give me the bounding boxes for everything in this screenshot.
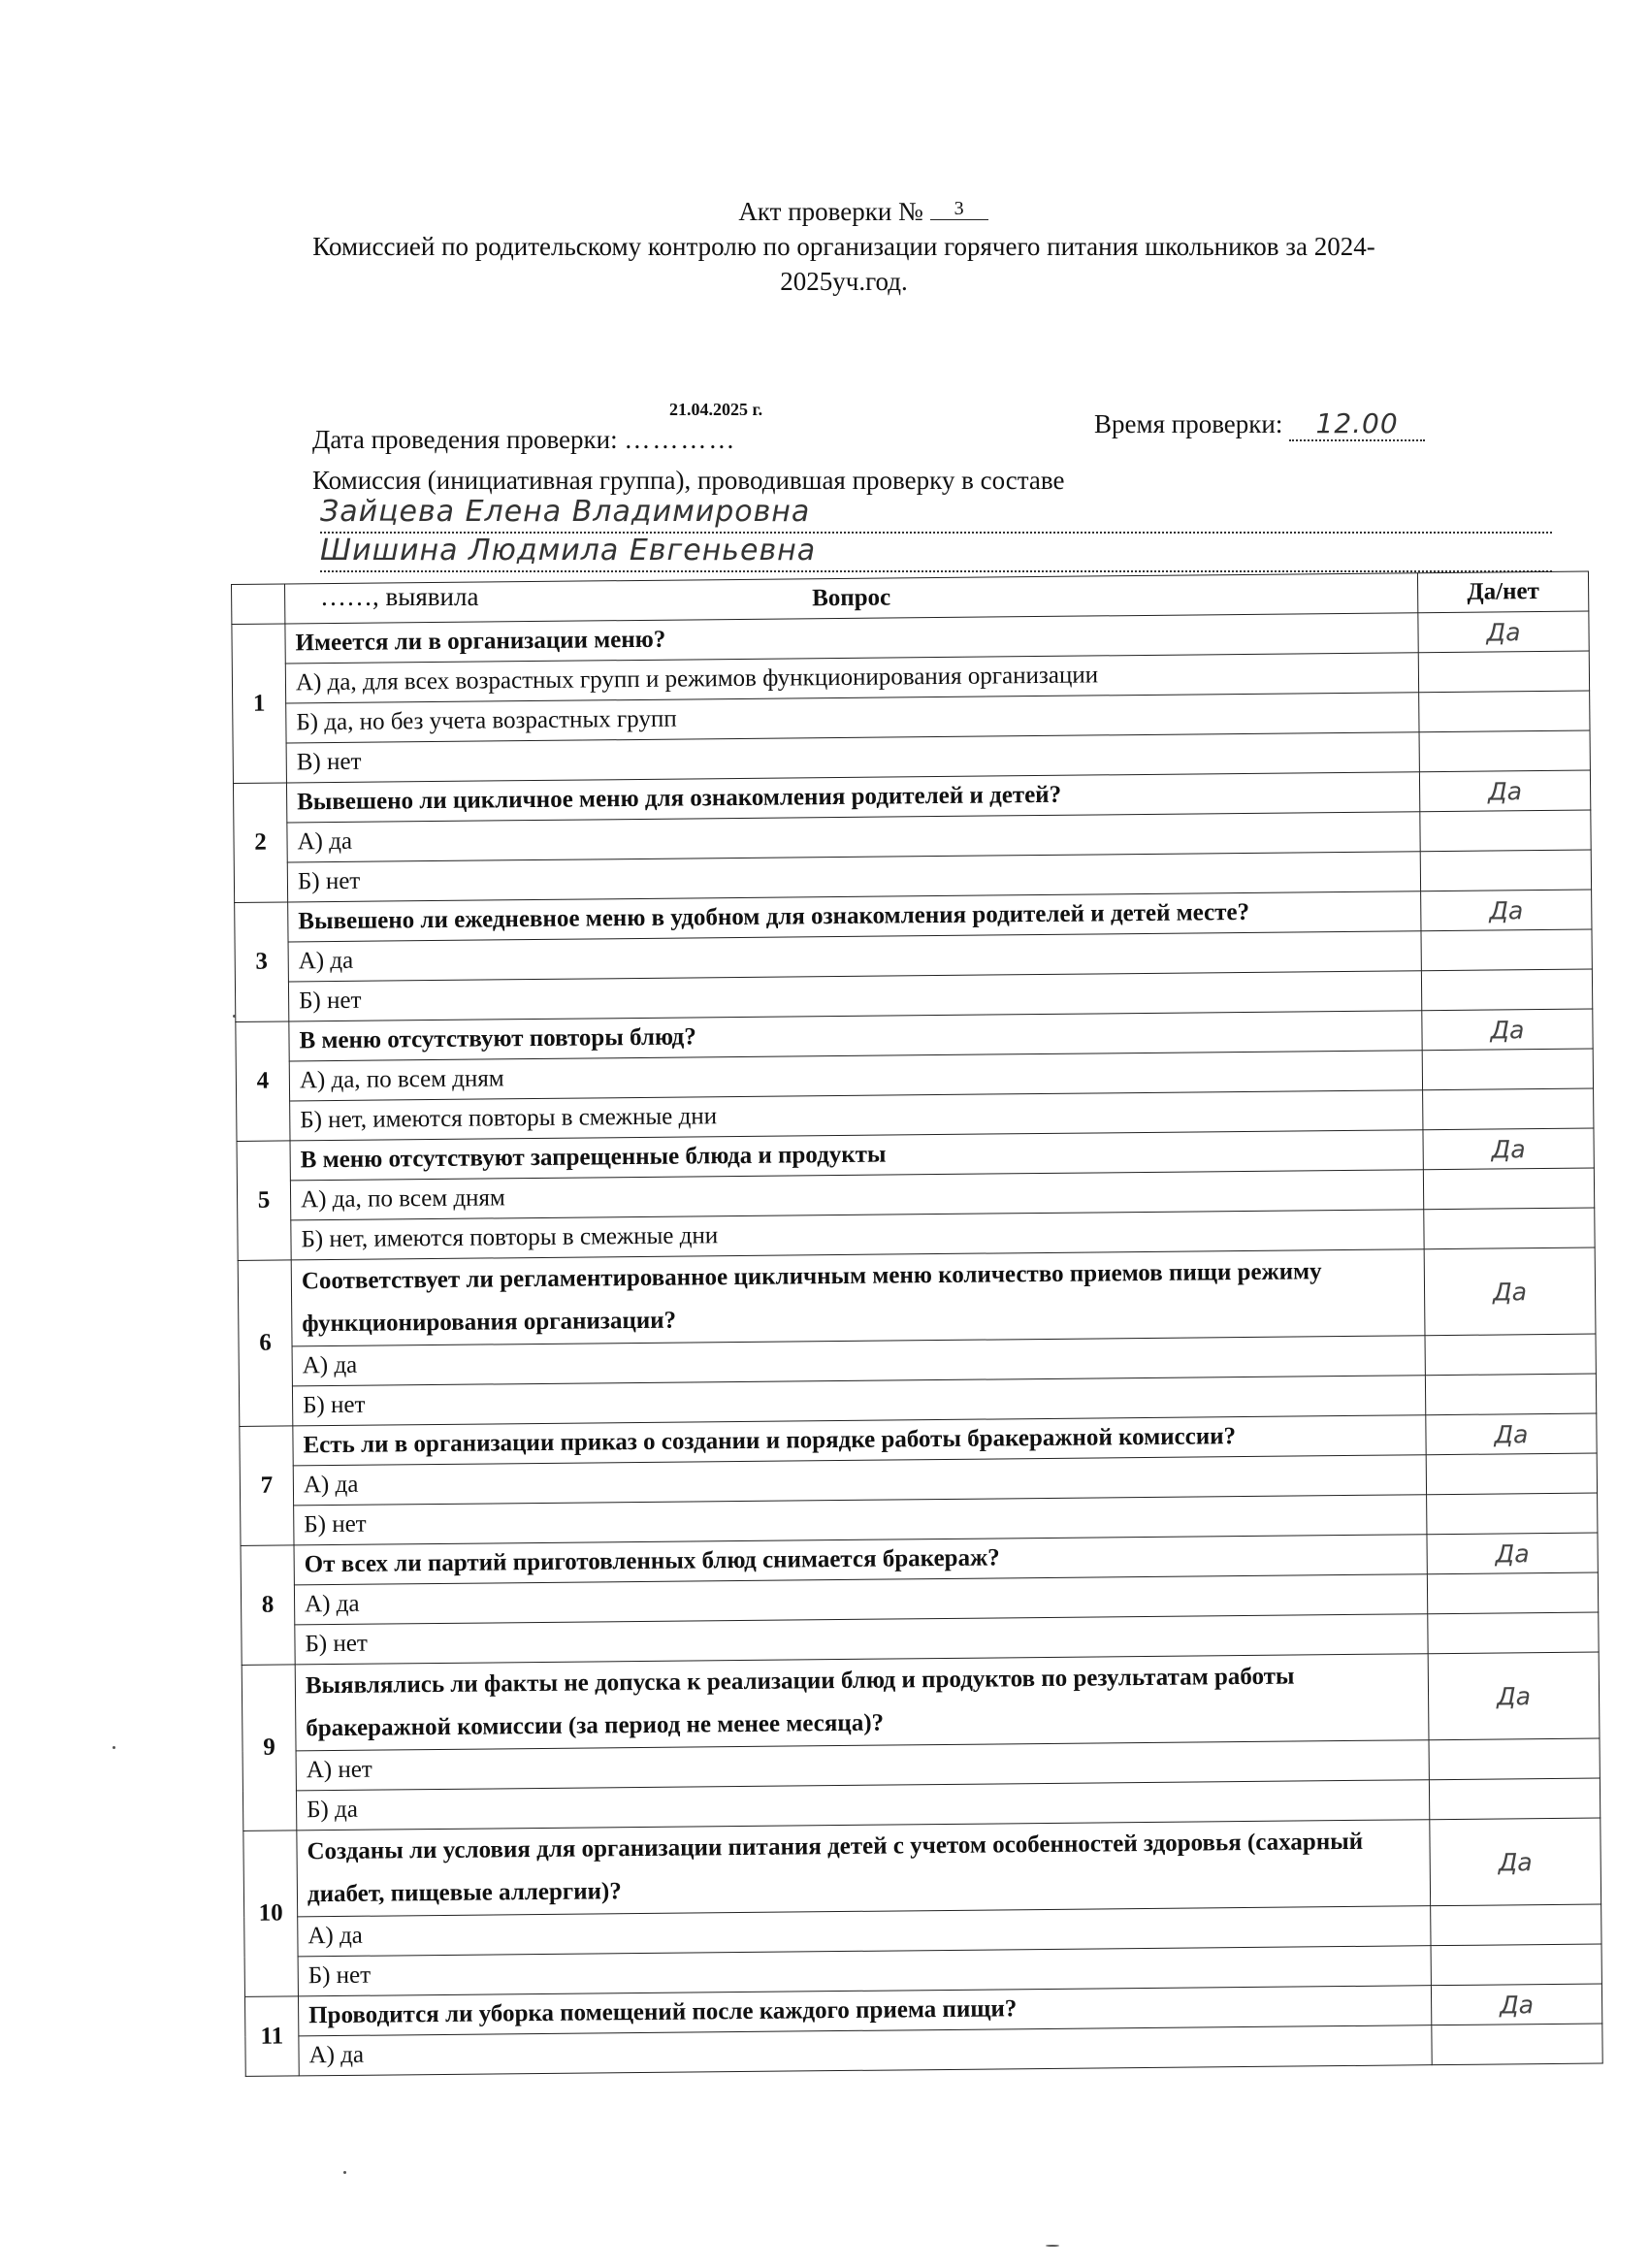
answer-cell-empty	[1421, 929, 1592, 971]
answer-mark: Да	[1427, 1533, 1598, 1574]
answer-cell-empty	[1423, 1088, 1594, 1130]
stamp-date: 21.04.2025 г.	[669, 400, 763, 419]
scan-speck	[113, 1746, 115, 1749]
act-subtitle-line2: 2025уч.год.	[780, 267, 908, 296]
question-number: 7	[240, 1426, 294, 1546]
answer-mark: Да	[1422, 1009, 1593, 1051]
header-number-cell	[232, 584, 285, 625]
member-1: Зайцева Елена Владимировна	[320, 493, 1552, 534]
answer-cell-empty	[1419, 730, 1590, 772]
question-number: 3	[235, 902, 289, 1022]
question-number: 9	[242, 1665, 297, 1831]
option-text: А) да	[299, 2025, 1432, 2076]
table-body	[232, 611, 1602, 2076]
option-text: А) да, по всем дням	[289, 1051, 1422, 1101]
answer-cell-empty	[1427, 1572, 1598, 1614]
question-number: 6	[238, 1260, 293, 1427]
answer-cell-empty	[1432, 2024, 1602, 2065]
answer-mark: Да	[1419, 770, 1590, 812]
answer-cell-empty	[1431, 1944, 1601, 1986]
option-text: А) нет	[296, 1740, 1429, 1791]
date-dots: …………	[624, 425, 737, 454]
option-text: Б) нет, имеются повторы в смежные дни	[290, 1090, 1423, 1141]
question-text: От всех ли партий приготовленных блюд снимается бракераж?	[294, 1535, 1427, 1585]
question-text: Созданы ли условия для организации питания детей с учетом особенностей здоровья (сахарный диабет, пищевые аллергии)?	[297, 1820, 1431, 1917]
question-row	[238, 1247, 1596, 1346]
option-text: Б) нет	[288, 971, 1421, 1021]
option-text: А) да	[294, 1574, 1427, 1625]
option-text: Б) нет	[295, 1614, 1428, 1665]
question-text: Выявлялись ли факты не допуска к реализации блюд и продуктов по результатам работы бракеражной комиссии (за период не менее месяца)?	[295, 1654, 1429, 1751]
option-text: Б) нет	[294, 1495, 1427, 1545]
header-question: Вопрос	[285, 573, 1418, 624]
time-value: 12.00	[1289, 407, 1425, 441]
question-number: 4	[236, 1021, 290, 1142]
commission-label: Комиссия (инициативная группа), проводившая проверку в составе	[312, 466, 1065, 495]
question-text: Вывешено ли цикличное меню для ознакомления родителей и детей?	[286, 772, 1419, 823]
act-subtitle-line1: Комиссией по родительскому контролю по организации горячего питания школьников за 2024-	[312, 232, 1375, 261]
scan-speck	[1046, 2245, 1059, 2247]
option-text: Б) нет	[298, 1946, 1431, 1996]
answer-cell-empty	[1423, 1168, 1594, 1210]
option-text: Б) да, но без учета возрастных групп	[286, 693, 1419, 743]
option-text: В) нет	[286, 732, 1419, 783]
act-number: 3	[930, 198, 988, 220]
answer-cell-empty	[1420, 850, 1591, 891]
answer-cell-empty	[1425, 1374, 1596, 1415]
question-text: В меню отсутствуют повторы блюд?	[289, 1011, 1422, 1061]
answer-mark: Да	[1424, 1247, 1596, 1336]
date-row	[312, 425, 736, 455]
header-answer: Да/нет	[1417, 571, 1588, 613]
question-number: 2	[233, 783, 287, 903]
question-number: 10	[243, 1831, 299, 1997]
answer-mark: Да	[1431, 1984, 1601, 2025]
answer-cell-empty	[1426, 1453, 1597, 1495]
answer-mark: Да	[1423, 1128, 1594, 1170]
answer-cell-empty	[1428, 1612, 1599, 1654]
act-title-text: Акт проверки №	[738, 197, 923, 226]
scan-speck	[233, 1015, 236, 1018]
question-number: 1	[232, 624, 287, 784]
answer-cell-empty	[1424, 1208, 1595, 1249]
inspection-table	[231, 571, 1603, 2077]
answer-cell-empty	[1422, 1049, 1593, 1090]
found-label: ……, выявила	[320, 582, 479, 611]
question-text: Имеется ли в организации меню?	[285, 613, 1418, 664]
answer-mark: Да	[1418, 611, 1589, 653]
option-text: А) да	[287, 812, 1420, 862]
option-text: Б) нет	[287, 852, 1420, 902]
answer-mark: Да	[1430, 1818, 1601, 1906]
answer-cell-empty	[1419, 691, 1590, 732]
question-number: 5	[237, 1141, 291, 1261]
date-label: Дата проведения проверки:	[312, 425, 618, 454]
option-text: Б) нет, имеются повторы в смежные дни	[291, 1210, 1424, 1260]
question-number: 11	[244, 1996, 299, 2077]
question-text: Вывешено ли ежедневное меню в удобном для ознакомления родителей и детей месте?	[288, 891, 1421, 942]
question-text: Проводится ли уборка помещений после каждого приема пищи?	[298, 1986, 1431, 2036]
question-number: 8	[241, 1545, 295, 1666]
answer-cell-empty	[1429, 1738, 1600, 1780]
answer-mark: Да	[1426, 1413, 1597, 1455]
scan-speck	[343, 2171, 346, 2174]
option-text: Б) да	[296, 1780, 1429, 1831]
time-row	[1094, 407, 1425, 441]
time-label: Время проверки:	[1094, 409, 1283, 438]
question-text: Есть ли в организации приказ о создании и порядке работы бракеражной комиссии?	[293, 1415, 1426, 1466]
option-text: А) да	[288, 931, 1421, 982]
answer-mark: Да	[1428, 1652, 1600, 1740]
question-row	[242, 1652, 1600, 1751]
question-text: Соответствует ли регламентированное цикличным меню количество приемов пищи режиму функционирования организации?	[291, 1249, 1425, 1346]
option-text: А) да, по всем дням	[290, 1170, 1423, 1220]
answer-cell-empty	[1429, 1778, 1600, 1820]
answer-cell-empty	[1431, 1904, 1601, 1946]
answer-cell-empty	[1418, 651, 1589, 693]
answer-cell-empty	[1425, 1334, 1596, 1376]
option-text: А) да, для всех возрастных групп и режимов функционирования организации	[285, 653, 1418, 703]
option-text: А) да	[293, 1455, 1426, 1506]
answer-cell-empty	[1427, 1493, 1598, 1535]
option-text: Б) нет	[292, 1376, 1425, 1426]
member-2: Шишина Людмила Евгеньевна	[320, 532, 1552, 572]
option-text: А) да	[298, 1906, 1431, 1957]
option-text: А) да	[292, 1336, 1425, 1386]
act-title	[0, 194, 1649, 229]
answer-mark: Да	[1421, 890, 1592, 931]
answer-cell-empty	[1420, 810, 1591, 852]
answer-cell-empty	[1421, 969, 1592, 1011]
question-row	[243, 1818, 1601, 1917]
question-text: В меню отсутствуют запрещенные блюда и продукты	[290, 1130, 1423, 1181]
